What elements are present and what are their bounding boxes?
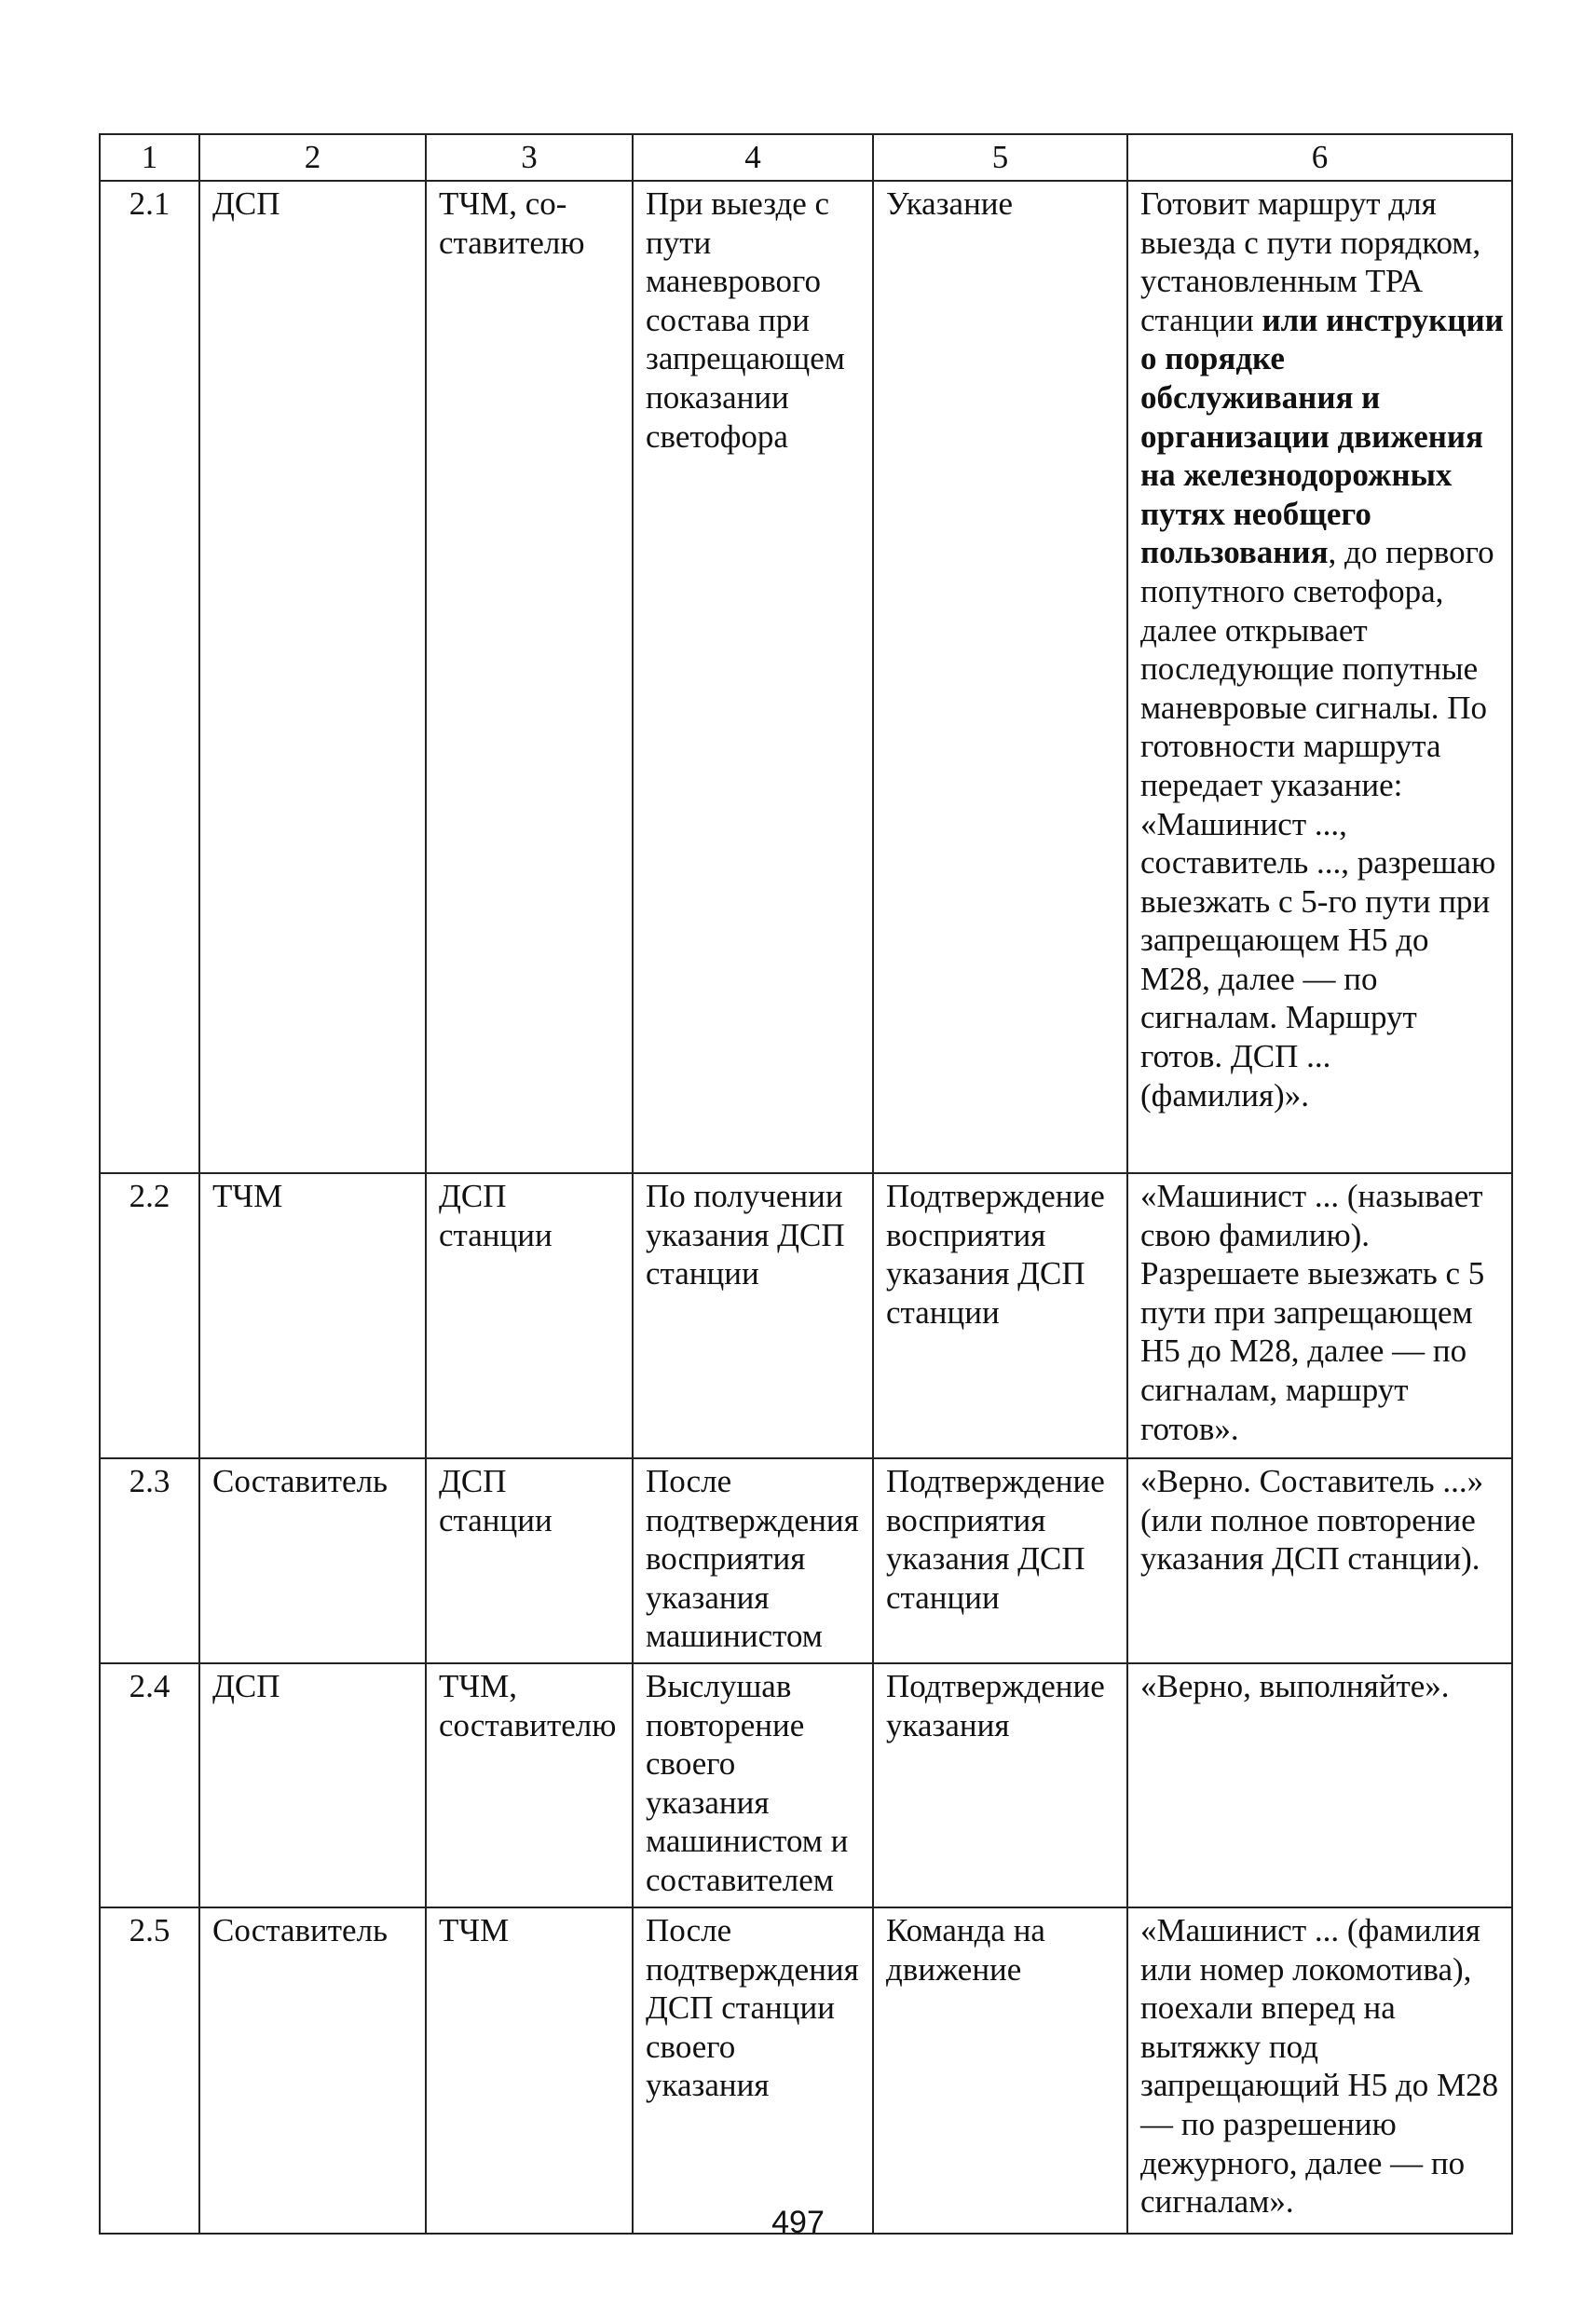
sender-cell: ДСП [199, 181, 426, 1173]
sender-cell: ТЧМ [199, 1173, 426, 1458]
row-number: 2.1 [100, 181, 199, 1173]
column-header-5: 5 [873, 134, 1127, 181]
condition-cell: Выслушав повторение своего указания машинистом и составителем [633, 1663, 873, 1907]
message-text-part: , до первого попутного светофора, далее открывает последующие попутные маневровые сигналы. По готовности маршрута передает указание: «Машинист ..., составитель ..., разрешаю выезжать с 5-го пути при запрещающем Н5 до М28, далее — по сигналам. Маршрут готов. ДСП ... (фамилия)». [1140, 534, 1496, 1114]
condition-cell: По получении указания ДСП станции [633, 1173, 873, 1458]
row-number: 2.5 [100, 1907, 199, 2234]
message-type-cell: Команда на движение [873, 1907, 1127, 2234]
row-number: 2.2 [100, 1173, 199, 1458]
recipient-cell: ДСП станции [426, 1458, 633, 1663]
sender-cell: Составитель [199, 1458, 426, 1663]
sender-cell: ДСП [199, 1663, 426, 1907]
condition-cell: После подтверждения ДСП станции своего указания [633, 1907, 873, 2234]
condition-cell: После подтверждения восприятия указания машинистом [633, 1458, 873, 1663]
sender-cell: Составитель [199, 1907, 426, 2234]
column-header-4: 4 [633, 134, 873, 181]
row-number: 2.4 [100, 1663, 199, 1907]
recipient-cell: ТЧМ, со-ставителю [426, 181, 633, 1173]
message-type-cell: Указание [873, 181, 1127, 1173]
column-header-3: 3 [426, 134, 633, 181]
message-text-part: Готовит маршрут для выезда с пути порядком, установленным ТРА станции [1140, 185, 1481, 338]
table-row [100, 1907, 1512, 2234]
recipient-cell: ДСП станции [426, 1173, 633, 1458]
message-text-part: «Машинист ... (называет свою фамилию). Разрешаете выезжать с 5 пути при запрещающем Н5 до М28, далее — по сигналам, маршрут готов». [1140, 1178, 1485, 1447]
header-row [100, 134, 1512, 181]
column-header-1: 1 [100, 134, 199, 181]
message-text-part: «Верно, выполняйте». [1140, 1668, 1450, 1704]
table-row [100, 1663, 1512, 1907]
column-header-6: 6 [1127, 134, 1512, 181]
message-text-cell [1127, 181, 1512, 1173]
table-row [100, 1458, 1512, 1663]
table-row [100, 181, 1512, 1173]
instruction-table [99, 133, 1513, 2235]
message-type-cell: Подтверждение указания [873, 1663, 1127, 1907]
page-number: 497 [771, 2205, 825, 2240]
message-text-bold-part: или инструкции о порядке обслуживания и организации движения на железнодорожных путях необщего пользования [1140, 301, 1504, 571]
row-number: 2.3 [100, 1458, 199, 1663]
condition-cell: При выезде с пути маневрового состава при запрещающем показании светофора [633, 181, 873, 1173]
message-text-part: «Верно. Составитель ...» (или полное повторение указания ДСП станции). [1140, 1463, 1484, 1578]
message-text-cell [1127, 1663, 1512, 1907]
message-text-cell [1127, 1907, 1512, 2234]
message-text-part: «Машинист ... (фамилия или номер локомотива), поехали вперед на вытяжку под запрещающий Н5 до М28 — по разрешению дежурного, далее — по сигналам». [1140, 1912, 1499, 2221]
recipient-cell: ТЧМ, составителю [426, 1663, 633, 1907]
recipient-cell: ТЧМ [426, 1907, 633, 2234]
message-text-cell [1127, 1173, 1512, 1458]
column-header-2: 2 [199, 134, 426, 181]
table-row [100, 1173, 1512, 1458]
message-type-cell: Подтверждение восприятия указания ДСП станции [873, 1173, 1127, 1458]
message-type-cell: Подтверждение восприятия указания ДСП станции [873, 1458, 1127, 1663]
message-text-cell [1127, 1458, 1512, 1663]
